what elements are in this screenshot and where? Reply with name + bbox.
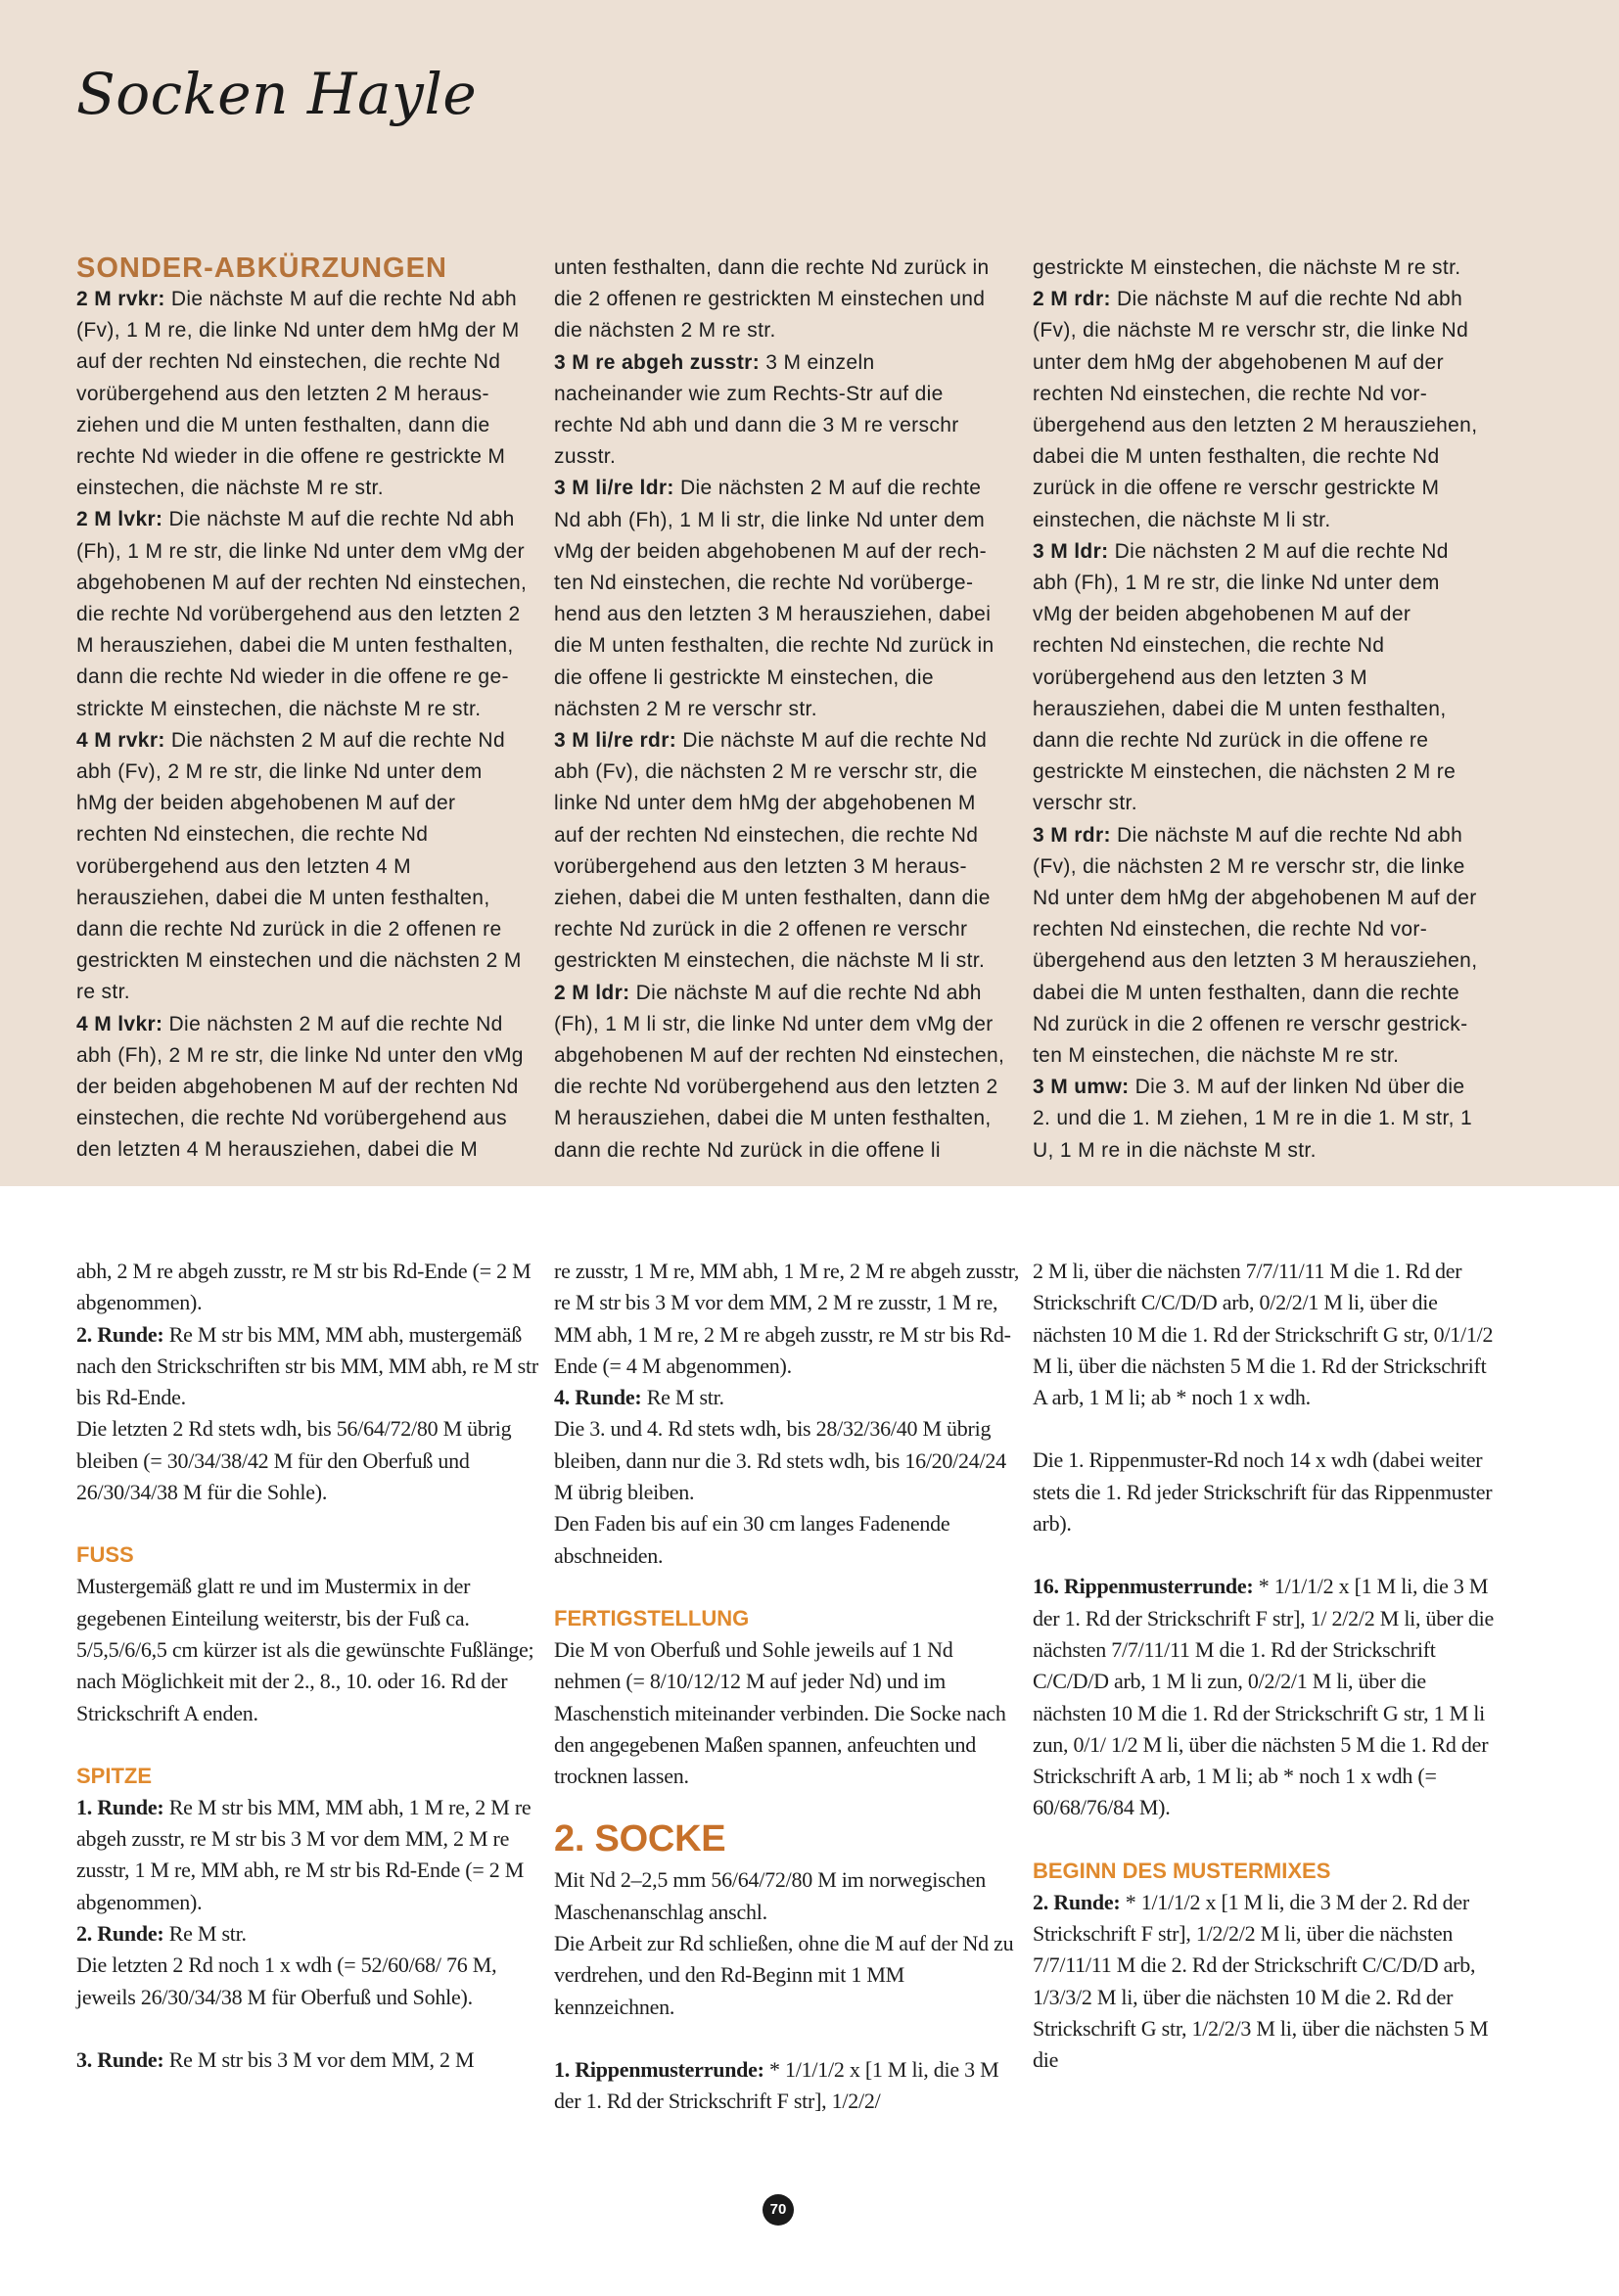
round-text: Re M str. (163, 1921, 247, 1947)
abbr-term: 3 M ldr: (1033, 539, 1109, 563)
abbr-entry (554, 978, 1006, 1167)
paragraph (1033, 1571, 1501, 1823)
round-text: * 1/1/1/2 x [1 M li, die 3 M der 2. Rd der Strickschrift F str], 1/2/2/2 M li, über die nächsten 7/7/11/11 M die 2. Rd der Strickschrift C/C/D/D arb, 1/3/3/2 M li, über die nächsten 10 M die 2. Rd der Strickschrift G str, 1/2/2/3 M li, über die nächsten 5 M die (1033, 1889, 1489, 2073)
abbr-text: Die nächste M auf die rechte Nd abh (Fh), 1 M li str, die linke Nd unter dem vMg der abgehobenen M auf der rechten Nd einstechen, die rechte Nd vorübergehend aus den letzten 2 M herausziehen, dabei die M unten festhalten, dann die rechte Nd zurück in die offene li (554, 981, 1005, 1162)
paragraph: Die M von Oberfuß und Sohle jeweils auf 1 Nd nehmen (= 8/10/12/12 M auf jeder Nd) und im Maschenstich miteinander verbinden. Die Socke nach den angegebenen Maßen spannen, anfeuchten und trocknen lassen. (554, 1636, 1006, 1789)
abbr-text: Die nächste M auf die rechte Nd abh (Fv), die nächste M re verschr str, die linke Nd unter dem hMg der abgehobenen M auf der rechten Nd einstechen, die rechte Nd vorübergehend aus den letzten 2 M herausziehen, dabei die M unten festhalten, die rechte Nd zurück in die offene re verschr gestrickte M einstechen, die nächste M li str. (1033, 288, 1478, 531)
page-title: Socken Hayle (76, 61, 478, 127)
abbr-entry (76, 1009, 529, 1167)
paragraph (76, 1918, 544, 1950)
round-text: Re M str bis MM, MM abh, 1 M re, 2 M re abgeh zusstr, re M str bis 3 M vor dem MM, 2 M re zusstr, 1 M re, MM abh, re M str bis Rd-Ende (= 2 M abgenommen). (76, 1794, 532, 1914)
paragraph (554, 1382, 1022, 1413)
page-number-badge: 70 (763, 2194, 794, 2226)
abbr-text: Die nächsten 2 M auf die rechte Nd abh (Fh), 1 M li str, die linke Nd unter dem vMg der beiden abgehobenen M auf der rechten Nd einstechen, die rechte Nd vorübergehend aus den letzten 3 M herausziehen, dabei die M unten festhalten, die rechte Nd zurück in die offene li gestrickte M einstechen, die nächsten 2 M re verschr str. (554, 477, 995, 720)
abbr-term: 3 M li/re ldr: (554, 477, 674, 500)
abbr-term: 3 M rdr: (1033, 823, 1111, 847)
round-label: 3. Runde: (76, 2046, 164, 2072)
abbr-entry (76, 725, 529, 1009)
round-label: 1. Runde: (76, 1794, 164, 1819)
abbr-text: Die nächsten 2 M auf die rechte Nd abh (Fh), 1 M re str, die linke Nd unter dem vMg der beiden abgehobenen M auf der rechten Nd einstechen, die rechte Nd vorübergehend aus den letzten 3 M herausziehen, dabei die M unten festhalten, dann die rechte Nd zurück in die offene re gestrickte M einstechen, die nächsten 2 M re verschr str. (1033, 539, 1457, 815)
paragraph (1033, 1887, 1501, 2077)
body-column-3 (1033, 1256, 1501, 2077)
abbr-text: Die nächsten 2 M auf die rechte Nd abh (Fh), 2 M re str, die linke Nd unter den vMg der beiden abgehobenen M auf der rechten Nd einstechen, die rechte Nd vorübergehend aus den letzten 4 M herausziehen, dabei die M (76, 1012, 524, 1162)
paragraph (76, 2044, 544, 2076)
abbr-term: 2 M rvkr: (76, 288, 165, 310)
paragraph: abh, 2 M re abgeh zusstr, re M str bis Rd-Ende (= 2 M abgenommen). (76, 1259, 532, 1315)
abbr-entry (76, 504, 529, 724)
abbr-term: 4 M lvkr: (76, 1012, 163, 1035)
abbr-term: 3 M umw: (1033, 1076, 1130, 1099)
abbr-entry (1033, 536, 1485, 820)
abbr-text: Die nächste M auf die rechte Nd abh (Fv), die nächsten 2 M re verschr str, die linke Nd unter dem hMg der abgehobenen M auf der rechten Nd einstechen, die rechte Nd vorübergehend aus den letzten 3 M herausziehen, dabei die M unten festhalten, dann die rechte Nd zurück in die 2 offenen re verschr gestrickten M einstechen, die nächste M li str. (554, 729, 991, 973)
round-label: 4. Runde: (554, 1385, 642, 1410)
abbr-entry (1033, 820, 1485, 1073)
paragraph (76, 1792, 544, 1918)
paragraph: re zusstr, 1 M re, MM abh, 1 M re, 2 M re abgeh zusstr, re M str bis 3 M vor dem MM, 2 M re zusstr, 1 M re, MM abh, 1 M re, 2 M re abgeh zusstr, re M str bis Rd-Ende (= 4 M abgenommen). (554, 1259, 1020, 1378)
round-label: 2. Runde: (76, 1321, 164, 1347)
abbr-text: Die nächsten 2 M auf die rechte Nd abh (Fv), 2 M re str, die linke Nd unter dem hMg der beiden abgehobenen M auf der rechten Nd einstechen, die rechte Nd vorübergehend aus den letzten 4 M herausziehen, dabei die M unten festhalten, dann die rechte Nd zurück in die 2 offenen re gestrickten M einstechen und die nächsten 2 M re str. (76, 728, 522, 1004)
paragraph: 2 M li, über die nächsten 7/7/11/11 M die 1. Rd der Strickschrift C/C/D/D arb, 0/2/2/1 M li, über die nächsten 10 M die 1. Rd der Strickschrift G str, 0/1/1/2 M li, über die nächsten 5 M die 1. Rd der Strickschrift A arb, 1 M li; ab * noch 1 x wdh. (1033, 1259, 1494, 1410)
abbr-term: 4 M rvkr: (76, 728, 165, 752)
abbr-term: 2 M rdr: (1033, 288, 1111, 311)
section-heading-2-socke: 2. SOCKE (554, 1818, 726, 1860)
section-heading-spitze: SPITZE (76, 1763, 153, 1788)
abbr-text: 3 M einzeln nacheinander wie zum Rechts-Str auf die rechte Nd abh und dann die 3 M re verschr zusstr. (554, 350, 959, 469)
round-text: Re M str. (641, 1385, 724, 1410)
abbr-text: Die 3. M auf der linken Nd über die 2. und die 1. M ziehen, 1 M re in die 1. M str, 1 U, 1 M re in die nächste M str. (1033, 1076, 1473, 1162)
paragraph: Die 1. Rippenmuster-Rd noch 14 x wdh (dabei weiter stets die 1. Rd jeder Strickschrift für das Rippenmuster arb). (1033, 1447, 1493, 1537)
abbreviations-column-1 (76, 253, 529, 1167)
abbr-text: Die nächste M auf die rechte Nd abh (Fh), 1 M re str, die linke Nd unter dem vMg der abgehobenen M auf der rechten Nd einstechen, die rechte Nd vorübergehend aus den letzten 2 M herausziehen, dabei die M unten festhalten, dann die rechte Nd wieder in die offene re gestrickte M einstechen, die nächste M re str. (76, 508, 528, 720)
paragraph: Die Arbeit zur Rd schließen, ohne die M auf der Nd zu verdrehen, und den Rd-Beginn mit 1 MM kennzeichnen. (554, 1931, 1014, 2019)
abbr-entry (554, 725, 1006, 978)
abbr-entry (554, 473, 1006, 725)
abbr-text: Die nächste M auf die rechte Nd abh (Fv), die nächsten 2 M re verschr str, die linke Nd unter dem hMg der abgehobenen M auf der rechten Nd einstechen, die rechte Nd vorübergehend aus den letzten 3 M herausziehen, dabei die M unten festhalten, dann die rechte Nd zurück in die 2 offenen re verschr gestrickten M einstechen, die nächste M re str. (1033, 823, 1478, 1068)
abbr-entry (76, 284, 529, 504)
abbr-entry (1033, 1072, 1485, 1167)
round-label: 1. Rippenmusterrunde: (554, 2056, 764, 2082)
body-column-2 (554, 1256, 1022, 2118)
abbr-term: 2 M lvkr: (76, 508, 163, 531)
paragraph: Die letzten 2 Rd stets wdh, bis 56/64/72/80 M übrig bleiben (= 30/34/38/42 M für den Oberfuß und 26/30/34/38 M für die Sohle). (76, 1416, 512, 1505)
abbr-entry (554, 253, 1006, 347)
paragraph: Die 3. und 4. Rd stets wdh, bis 28/32/36/40 M übrig bleiben, dann nur die 3. Rd stets wdh, bis 16/20/24/24 M übrig bleiben. (554, 1416, 1006, 1505)
round-text: * 1/1/1/2 x [1 M li, die 3 M der 1. Rd der Strickschrift F str], 1/2/2/ (554, 2056, 999, 2114)
abbr-term: 3 M li/re rdr: (554, 729, 677, 753)
round-label: 16. Rippenmusterrunde: (1033, 1574, 1254, 1599)
abbr-entry (554, 347, 1006, 474)
abbr-term: 2 M ldr: (554, 981, 630, 1004)
abbr-entry (1033, 253, 1485, 284)
abbr-entry (1033, 284, 1485, 536)
abbr-text: gestrickte M einstechen, die nächste M re str. (1033, 256, 1461, 279)
paragraph: Mustergemäß glatt re und im Mustermix in der gegebenen Einteilung weiterstr, bis der Fuß ca. 5/5,5/6/6,5 cm kürzer ist als die gewünschte Fußlänge; nach Möglichkeit mit der 2., 8., 10. oder 16. Rd der Strickschrift A enden. (76, 1574, 534, 1725)
paragraph: Die letzten 2 Rd noch 1 x wdh (= 52/60/68/ 76 M, jeweils 26/30/34/38 M für Oberfuß und Sohle). (76, 1952, 497, 2009)
body-column-1 (76, 1256, 544, 2076)
paragraph (76, 1319, 544, 1414)
abbr-text: Die nächste M auf die rechte Nd abh (Fv), 1 M re, die linke Nd unter dem hMg der M auf der rechten Nd einstechen, die rechte Nd vorübergehend aus den letzten 2 M herausziehen und die M unten festhalten, dann die rechte Nd wieder in die offene re gestrickte M einstechen, die nächste M re str. (76, 288, 520, 500)
section-heading-fuss: FUSS (76, 1542, 134, 1568)
round-label: 2. Runde: (76, 1921, 164, 1947)
abbr-text: unten festhalten, dann die rechte Nd zurück in die 2 offenen re gestrickten M einstechen und die nächsten 2 M re str. (554, 256, 990, 343)
paragraph: Den Faden bis auf ein 30 cm langes Fadenende abschneiden. (554, 1511, 950, 1568)
abbr-term: 3 M re abgeh zusstr: (554, 350, 761, 374)
round-label: 2. Runde: (1033, 1889, 1121, 1914)
paragraph (554, 2054, 1022, 2118)
abbreviations-heading: SONDER-ABKÜRZUNGEN (76, 253, 447, 284)
section-heading-beginn: BEGINN DES MUSTERMIXES (1033, 1858, 1331, 1883)
abbreviations-column-2 (554, 253, 1006, 1167)
section-heading-fertigstellung: FERTIGSTELLUNG (554, 1605, 750, 1630)
round-text: Re M str bis 3 M vor dem MM, 2 M (163, 2046, 475, 2072)
abbreviations-column-3 (1033, 253, 1485, 1167)
round-text: * 1/1/1/2 x [1 M li, die 3 M der 1. Rd der Strickschrift F str], 1/ 2/2/2 M li, über die nächsten 7/7/11/11 M die 1. Rd der Strickschrift C/C/D/D arb, 1 M li zun, 0/2/2/1 M li, über die nächsten 10 M die 1. Rd der Strickschrift G str, 1 M li zun, 0/1/ 1/2 M li, über die nächsten 5 M die 1. Rd der Strickschrift A arb, 1 M li; ab * noch 1 x wdh (= 60/68/76/84 M). (1033, 1574, 1495, 1820)
round-text: Re M str bis MM, MM abh, mustergemäß nach den Strickschriften str bis MM, MM abh, re M str bis Rd-Ende. (76, 1321, 538, 1410)
paragraph: Mit Nd 2–2,5 mm 56/64/72/80 M im norwegischen Maschenanschlag anschl. (554, 1867, 986, 1924)
